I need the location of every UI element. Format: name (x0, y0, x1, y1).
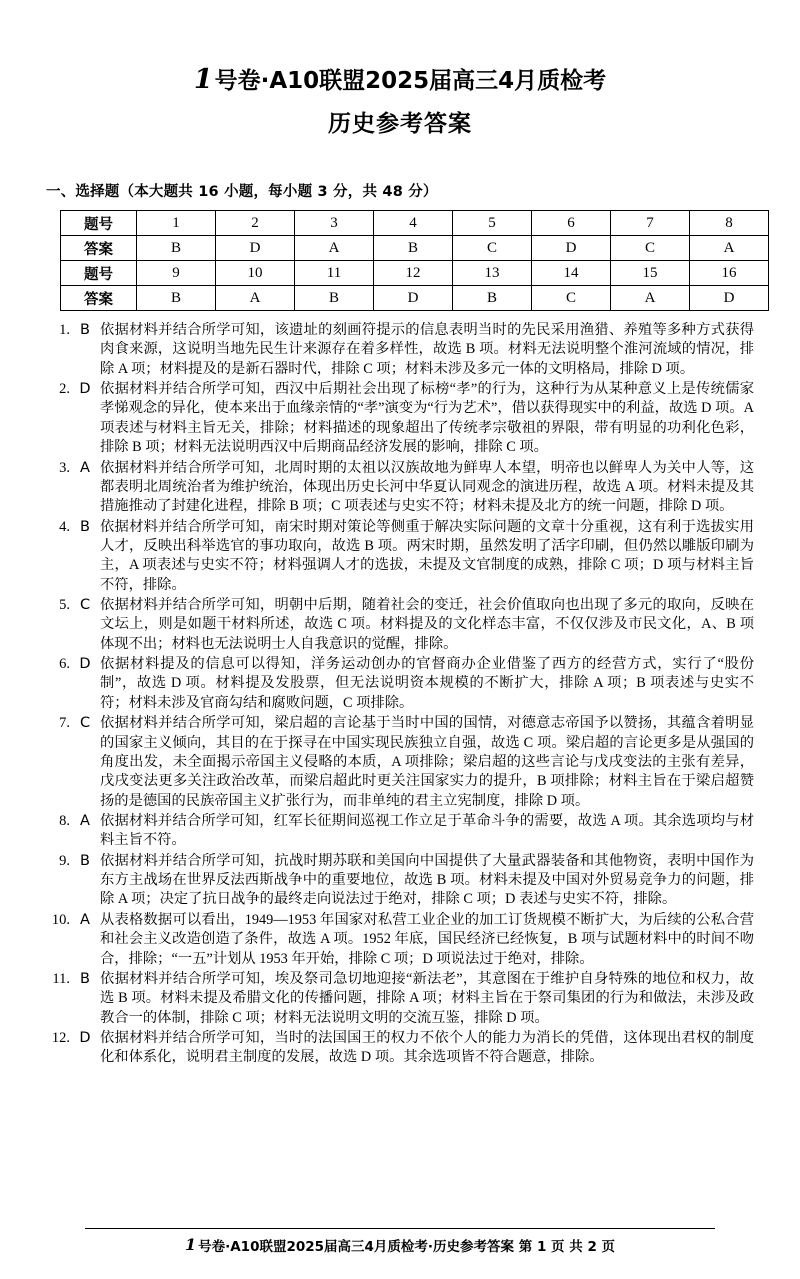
table-cell: 16 (690, 261, 769, 286)
item-explanation: 从表格数据可以看出，1949—1953 年国家对私营工业企业的加工订货规模不断扩大，为后续的公私合营和社会主义改造创造了条件，故选 A 项。1952 年底，国民经济已经恢复，B 项与试题材料中的时间不吻合，排除；“一五”计划从 1953 年开始，排除 C 项；D 项说法过于绝对，排除。 (100, 911, 754, 967)
item-number: 5. (59, 597, 70, 614)
item-explanation: 依据材料并结合所学可知，埃及祭司急切地迎接“新法老”，其意图在于维护自身特殊的地位和权力，故选 B 项。材料未提及希腊文化的传播问题，排除 A 项；材料主旨在于祭司集团的行为和做法，未涉及政教合一的体制，排除 C 项；材料无法说明文明的交流互鉴，排除 D 项。 (100, 970, 754, 1026)
table-cell: 12 (374, 261, 453, 286)
item-number: 10. (51, 911, 70, 928)
list-item (46, 655, 754, 713)
page-subtitle: 历史参考答案 (328, 111, 472, 137)
item-answer: C (79, 715, 91, 732)
table-cell: 4 (374, 211, 453, 236)
footer-text-line (0, 1235, 800, 1255)
item-explanation: 依据材料并结合所学可知，西汉中后期社会出现了标榜“孝”的行为，这种行为从某种意义上是传统儒家孝悌观念的异化，使本来出于血缘亲情的“孝”演变为“行为艺术”，借以获得现实中的利益，故选 D 项。A 项表述与材料主旨无关，排除；材料描述的现象超出了传统孝宗敬祖的界限，带有明显的功利化色彩，排除 B 项；材料无法说明西汉中后期商品经济发展的影响，排除 C 项。 (100, 381, 754, 456)
table-cell: 3 (295, 211, 374, 236)
row-label: 题号 (61, 211, 137, 236)
list-item (46, 852, 754, 910)
item-explanation: 依据材料并结合所学可知，该遗址的刻画符提示的信息表明当时的先民采用渔猎、养殖等多种方式获得肉食来源，这说明当地先民生计来源存在着多样性，故选 B 项。材料无法说明整个淮河流域的情况，排除 A 项；材料提及的是新石器时代，排除 C 项；材料未涉及多元一体的文明格局，排除 D 项。 (100, 322, 754, 377)
row-label: 题号 (61, 261, 137, 286)
table-cell: C (532, 286, 611, 311)
list-item (46, 380, 754, 457)
table-cell: 11 (295, 261, 374, 286)
answer-key-table (60, 210, 769, 311)
table-cell: 9 (137, 261, 216, 286)
table-cell: D (532, 236, 611, 261)
item-number: 7. (59, 715, 70, 732)
item-answer: A (80, 812, 90, 829)
table-cell: C (611, 236, 690, 261)
item-answer: D (79, 1029, 91, 1046)
table-cell: 15 (611, 261, 690, 286)
item-explanation: 依据材料并结合所学可知，抗战时期苏联和美国向中国提供了大量武器装备和其他物资，表明中国作为东方主战场在世界反法西斯战争中的重要地位，故选 B 项。材料未提及中国对外贸易竞争力的问题，排除 A 项；决定了抗日战争的最终走向说法过于绝对，排除 C 项；D 表述与史实不符，排除。 (100, 852, 754, 908)
item-number: 4. (59, 518, 70, 535)
footer-divider (85, 1228, 715, 1229)
item-number: 3. (59, 459, 70, 476)
brand-logo-icon: 1 (193, 64, 213, 95)
item-number: 11. (52, 970, 70, 987)
table-cell: 7 (611, 211, 690, 236)
item-answer: C (79, 597, 91, 614)
list-item (46, 1029, 754, 1068)
brand-logo-icon: 1 (184, 1235, 197, 1254)
row-label: 答案 (61, 286, 137, 311)
table-cell: A (216, 286, 295, 311)
table-cell: 1 (137, 211, 216, 236)
item-answer: A (80, 459, 90, 476)
list-item (46, 459, 754, 517)
table-row (61, 261, 769, 286)
item-answer: B (80, 852, 90, 869)
table-cell: 2 (216, 211, 295, 236)
table-cell: D (374, 286, 453, 311)
table-cell: 8 (690, 211, 769, 236)
list-item (46, 518, 754, 595)
item-explanation: 依据材料并结合所学可知，北周时期的太祖以汉族故地为鲜卑人本望，明帝也以鲜卑人为关中人等，这都表明北周统治者为维护统治，体现出历史长河中华夏认同观念的演进历程，故选 A 项。材料未提及其措施推动了封建化进程，排除 B 项；C 项表述与史实不符；材料未提及北方的统一问题，排除 D 项。 (100, 459, 754, 515)
table-cell: A (690, 236, 769, 261)
table-cell: D (690, 286, 769, 311)
table-row (61, 236, 769, 261)
table-cell: 6 (532, 211, 611, 236)
table-row (61, 286, 769, 311)
table-cell: 10 (216, 261, 295, 286)
item-number: 6. (59, 656, 70, 673)
table-cell: B (295, 286, 374, 311)
table-cell: D (216, 236, 295, 261)
table-cell: C (453, 236, 532, 261)
item-explanation: 依据材料并结合所学可知，当时的法国国王的权力不依个人的能力为消长的凭借，这体现出君权的制度化和体系化，说明君主制度的发展，故选 D 项。其余选项皆不符合题意，排除。 (100, 1029, 754, 1066)
item-answer: D (79, 656, 91, 673)
table-cell: 5 (453, 211, 532, 236)
main-title-line (46, 62, 754, 95)
item-explanation: 依据材料并结合所学可知，梁启超的言论基于当时中国的国情，对德意志帝国予以赞扬，其蕴含着明显的国家主义倾向，其目的在于探寻在中国实现民族独立自强，故选 C 项。梁启超的言论更多是从强国的角度出发，未全面揭示帝国主义侵略的本质，A 项排除；梁启超的这些言论与戊戌变法的主张有差异，戊戌变法更多关注政治改革，而梁启超此时更关注国家实力的提升，B 项排除；材料主旨在于梁启超赞扬的是德国的民族帝国主义扩张行为，而非单纯的君主立宪制度，排除 D 项。 (100, 715, 754, 809)
table-cell: 13 (453, 261, 532, 286)
item-answer: B (80, 322, 90, 338)
list-item (46, 970, 754, 1028)
table-cell: 14 (532, 261, 611, 286)
table-cell: A (611, 286, 690, 311)
list-item (46, 812, 754, 851)
explanations-list (46, 321, 754, 1068)
item-answer: B (80, 970, 90, 987)
item-answer: D (79, 381, 91, 398)
page-title: 号卷·A10联盟2025届高三4月质检考 (214, 68, 607, 94)
item-number: 2. (59, 381, 70, 398)
row-label: 答案 (61, 236, 137, 261)
item-number: 9. (59, 852, 70, 869)
item-explanation: 依据材料并结合所学可知，明朝中后期，随着社会的变迁，社会价值取向也出现了多元的取向，反映在文坛上，则是如题干材料所述，故选 C 项。材料提及的文化样态丰富，不仅仅涉及市民文化，A、B 项体现不出；材料也无法说明士人自我意识的觉醒，排除。 (100, 597, 754, 652)
list-item (46, 321, 754, 379)
item-number: 8. (59, 812, 70, 829)
item-explanation: 依据材料并结合所学可知，南宋时期对策论等侧重于解决实际问题的文章十分重视，这有利于选拔实用人才，反映出科举选官的事功取向，故选 B 项。两宋时期，虽然发明了活字印刷，但仍然以雕版印刷为主，A 项表述与史实不符；材料强调人才的选拔，未提及文官制度的成熟，排除 C 项；D 项与材料主旨不符，排除。 (100, 518, 754, 593)
document-header (46, 0, 754, 138)
table-cell: B (137, 286, 216, 311)
item-number: 12. (51, 1029, 70, 1046)
table-cell: B (453, 286, 532, 311)
list-item (46, 714, 754, 811)
item-explanation: 依据材料提及的信息可以得知，洋务运动创办的官督商办企业借鉴了西方的经营方式，实行了“股份制”，故选 D 项。材料提及发股票，但无法说明资本规模的不断扩大，排除 A 项；B 项表述与史实不符；材料未涉及官商勾结和腐败问题，C 项排除。 (100, 656, 754, 711)
list-item (46, 596, 754, 654)
item-number: 1. (59, 322, 70, 338)
item-explanation: 依据材料并结合所学可知，红军长征期间巡视工作立足于革命斗争的需要，故选 A 项。其余选项均与材料主旨不符。 (100, 812, 754, 849)
footer-label: 号卷·A10联盟2025届高三4月质检考·历史参考答案 第 1 页 共 2 页 (198, 1239, 616, 1255)
table-cell: B (137, 236, 216, 261)
page-footer (0, 1228, 800, 1255)
section-heading: 一、选择题（本大题共 16 小题，每小题 3 分，共 48 分） (46, 184, 438, 200)
item-answer: B (80, 518, 90, 535)
list-item (46, 911, 754, 969)
table-row (61, 211, 769, 236)
table-cell: B (374, 236, 453, 261)
item-answer: A (80, 911, 90, 928)
table-cell: A (295, 236, 374, 261)
